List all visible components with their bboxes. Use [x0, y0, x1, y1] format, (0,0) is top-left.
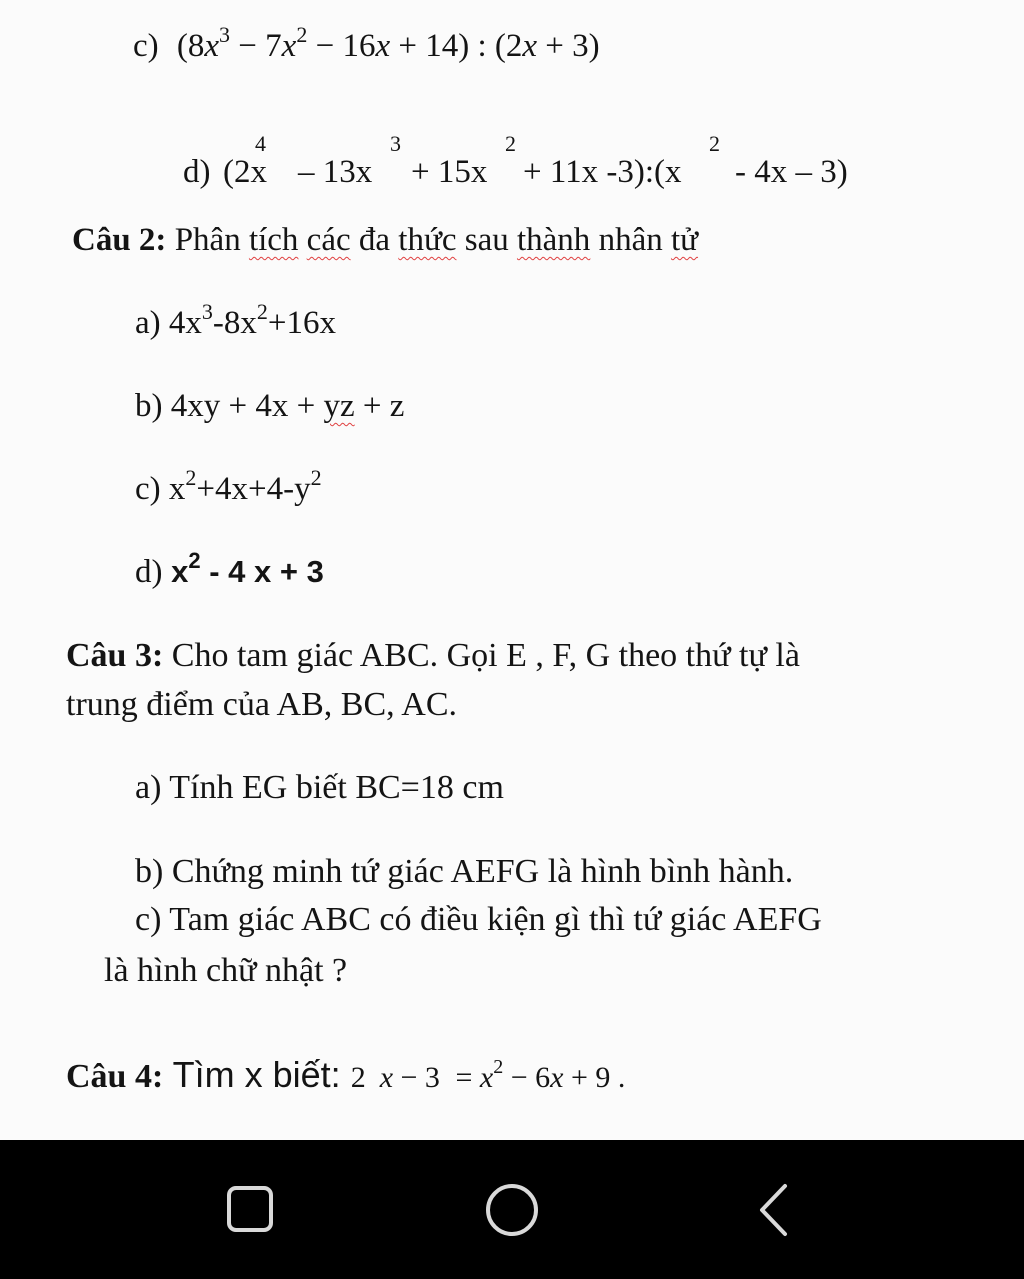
cau2-b: b) 4xy + 4x + yz + z	[135, 388, 405, 424]
cau2-a: a) $4x^3-8x^2+16x$	[135, 299, 337, 341]
cau3-label: Câu 3:	[66, 637, 164, 674]
cau3-b: b) Chứng minh tứ giác AEFG là hình bình hành.	[135, 853, 794, 890]
cau2-heading: Câu 2: Phân tích các đa thức sau thành nhân tử	[72, 222, 699, 258]
cau3-c1: c) Tam giác ABC có điều kiện gì thì tứ giác AEFG	[135, 901, 822, 938]
cau2-d: d) $x^2 - 4$ x + 3	[135, 548, 324, 590]
navigation-bar	[0, 1140, 1024, 1279]
home-icon[interactable]	[480, 1178, 544, 1242]
cau3-c2: là hình chữ nhật ?	[104, 952, 348, 989]
cau4-label: Câu 4:	[66, 1058, 164, 1095]
back-icon[interactable]	[750, 1180, 800, 1240]
cau3-a: a) Tính EG biết BC=18 cm	[135, 769, 504, 806]
cau3-line1: Câu 3: Cho tam giác ABC. Gọi E , F, G theo thứ tự là	[66, 637, 800, 674]
cau3-line2: trung điểm của AB, BC, AC.	[66, 686, 457, 723]
cau4-line: Câu 4: Tìm x biết: 2 $x - 3 = x^2 - 6x + 9$ .	[66, 1054, 626, 1095]
cau2-c: c) $x^2+4x+4-y^2$	[135, 465, 322, 507]
exercise1-d: d) (2x 4 – 13x 3 + 15x 2 + 11x -3):(x 2 - 4x – 3)	[183, 131, 848, 190]
exercise1-c: c) $(8x^3 - 7x^2 - 16x + 14)$ : (2x + 3)	[133, 22, 600, 64]
recents-icon[interactable]	[220, 1180, 280, 1240]
cau2-label: Câu 2:	[72, 222, 167, 258]
